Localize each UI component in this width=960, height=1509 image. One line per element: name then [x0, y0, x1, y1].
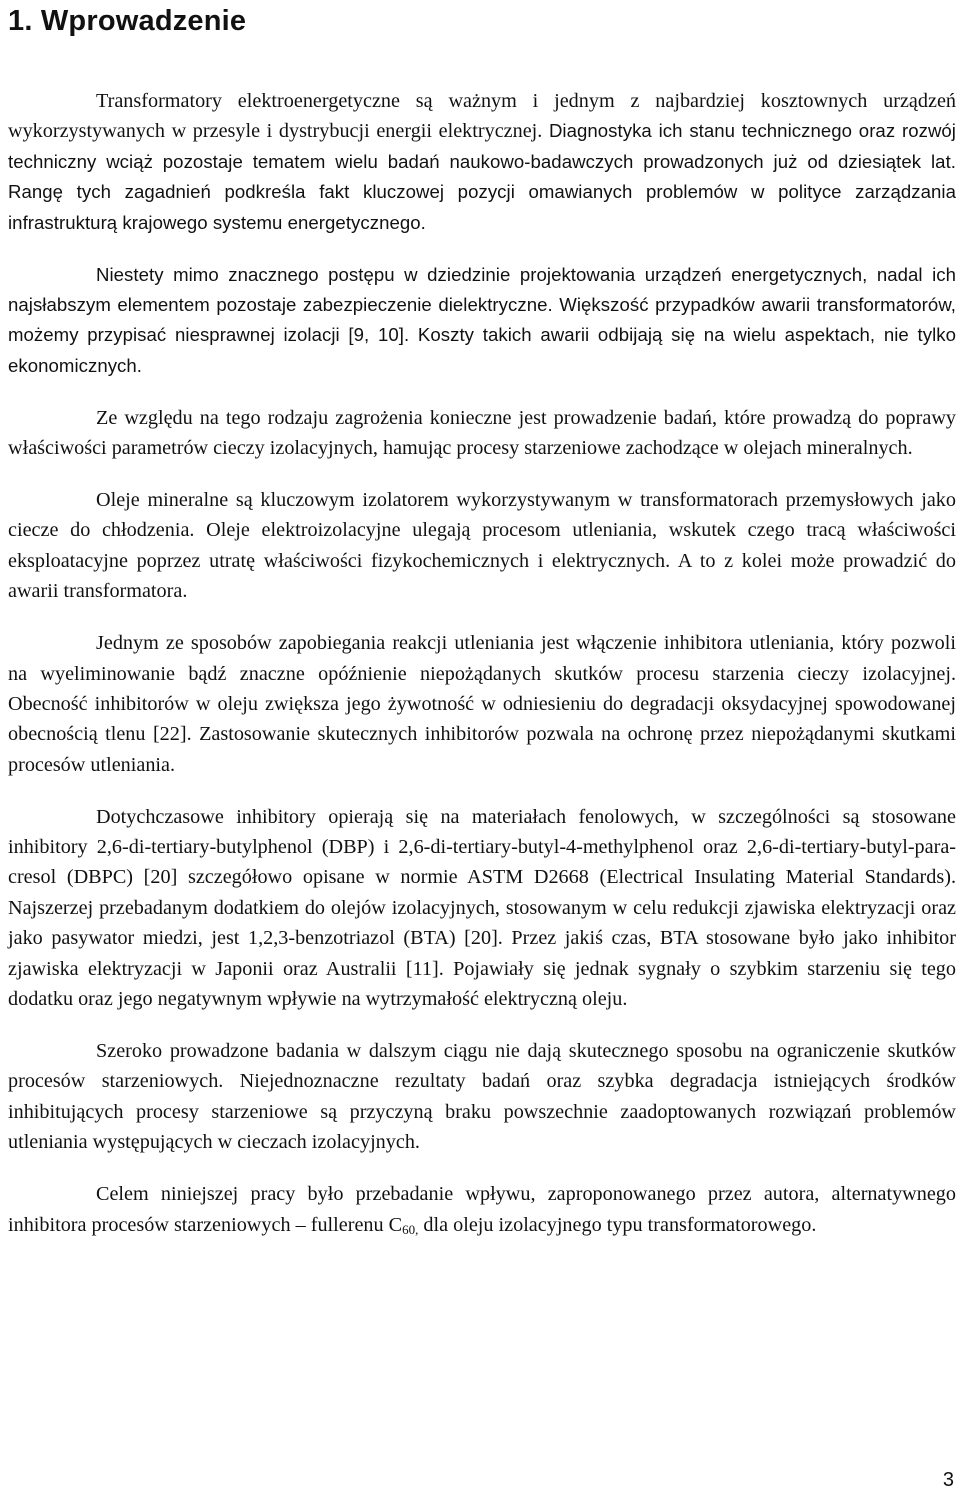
paragraph-2 [8, 260, 956, 382]
paragraph-8 [8, 1179, 956, 1240]
paragraph-6: Dotychczasowe inhibitory opierają się na materiałach fenolowych, w szczególności są stosowane inhibitory 2,6-di-tertiary-butylphenol (DBP) i 2,6-di-tertiary-butyl-4-methylphenol oraz 2,6-di-tertiary-butyl-para-cresol (DBPC) [20] szczegółowo opisane w normie ASTM D2668 (Electrical Insulating Material Standards). Najszerzej przebadanym dodatkiem do olejów izolacyjnych, stosowanym w celu redukcji zjawiska elektryzacji oraz jako pasywator miedzi, jest 1,2,3-benzotriazol (BTA) [20]. Przez jakiś czas, BTA stosowane było jako inhibitor zjawiska elektryzacji w Japonii oraz Australii [11]. Pojawiały się jednak sygnały o szybkim starzeniu się tego dodatku oraz jego negatywnym wpływie na wytrzymałość elektryczną oleju. [8, 805, 956, 1011]
section-heading: 1. Wprowadzenie [8, 5, 247, 37]
body-text [8, 86, 956, 1240]
paragraph-1-sans-part: Diagnostyka ich stanu technicznego oraz rozwój techniczny wciąż pozostaje tematem wielu badań naukowo-badawczych prowadzonych już od dziesiątek lat. Rangę tych zagadnień podkreśla fakt kluczowej pozycji omawianych problemów w polityce zarządzania infrastrukturą krajowego systemu energetycznego. [8, 120, 956, 233]
document-page [8, 0, 956, 1261]
paragraph-8-text-after: dla oleju izolacyjnego typu transformatorowego. [418, 1213, 817, 1236]
paragraph-1-serif-part: Transformatory elektroenergetyczne są ważnym i jednym z najbardziej kosztownych urządzeń wykorzystywanych w przesyle i dystrybucji energii elektrycznej. [8, 90, 956, 143]
paragraph-1 [8, 86, 956, 238]
paragraph-7: Szeroko prowadzone badania w dalszym ciągu nie dają skutecznego sposobu na ograniczenie skutków procesów starzeniowych. Niejednoznaczne rezultaty badań oraz szybka degradacja istniejących środków inhibitujących procesy starzeniowe są przyczyną braku powszechnie zaadoptowanych rozwiązań problemów utleniania występujących w cieczach izolacyjnych. [8, 1039, 956, 1154]
fullerene-subscript: 60, [402, 1221, 419, 1237]
page-number: 3 [942, 1469, 954, 1491]
paragraph-4: Oleje mineralne są kluczowym izolatorem wykorzystywanym w transformatorach przemysłowych jako ciecze do chłodzenia. Oleje elektroizolacyjne ulegają procesom utleniania, wskutek czego tracą właściwości eksploatacyjne poprzez utratę właściwości fizykochemicznych i elektrycznych. A to z kolei może prowadzić do awarii transformatora. [8, 488, 956, 603]
paragraph-3: Ze względu na tego rodzaju zagrożenia konieczne jest prowadzenie badań, które prowadzą do poprawy właściwości parametrów cieczy izolacyjnych, hamując procesy starzeniowe zachodzące w olejach mineralnych. [8, 406, 956, 460]
paragraph-2-sans-part: Niestety mimo znacznego postępu w dziedzinie projektowania urządzeń energetycznych, nadal ich najsłabszym elementem pozostaje zabezpieczenie dielektryczne. Większość przypadków awarii transformatorów, możemy przypisać niesprawnej izolacji [9, 10]. Koszty takich awarii odbijają się na wielu aspektach, nie tylko ekonomicznych. [8, 263, 956, 376]
paragraph-5: Jednym ze sposobów zapobiegania reakcji utleniania jest włączenie inhibitora utleniania, który pozwoli na wyeliminowanie bądź znaczne opóźnienie niepożądanych skutków procesu starzenia cieczy izolacyjnej. Obecność inhibitorów w oleju zwiększa jego żywotność w odniesieniu do degradacji oksydacyjnej spowodowanej obecnością tlenu [22]. Zastosowanie skutecznych inhibitorów pozwala na ochronę przez niepożądanymi skutkami procesów utleniania. [8, 632, 956, 776]
paragraph-8-text-before: Celem niniejszej pracy było przebadanie wpływu, zaproponowanego przez autora, alternatywnego inhibitora procesów starzeniowych – fullerenu C [8, 1183, 956, 1236]
